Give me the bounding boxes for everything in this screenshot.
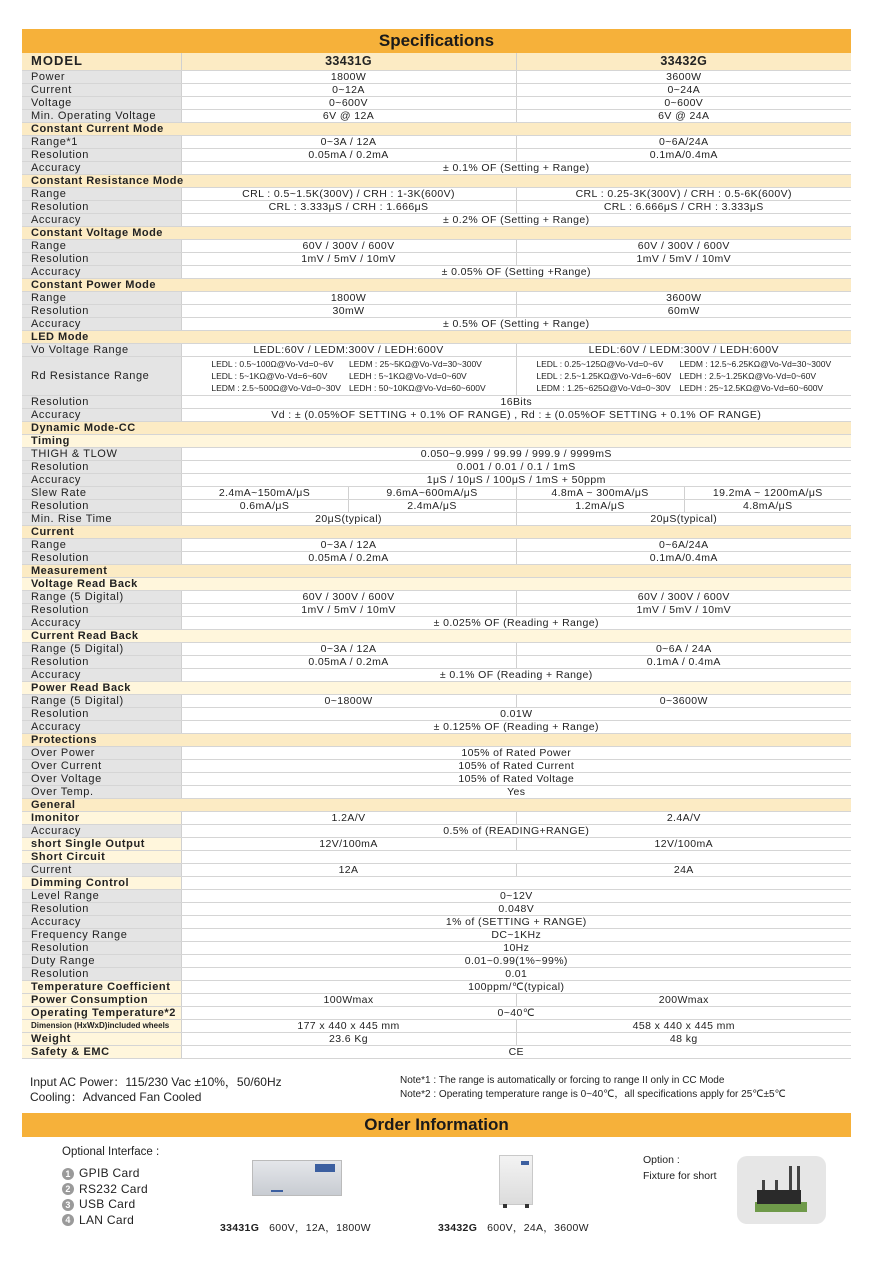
spec-row <box>22 1032 851 1045</box>
spec-value: 0~3A / 12A <box>181 642 516 655</box>
spec-row <box>22 343 851 356</box>
spec-row <box>22 109 851 122</box>
spec-value: 0.01 <box>181 967 851 980</box>
spec-row <box>22 473 851 486</box>
spec-value: 3600W <box>516 70 851 83</box>
section-header-row <box>22 434 851 447</box>
spec-value: ± 0.025% OF (Reading + Range) <box>181 616 851 629</box>
spec-label: Range <box>22 187 181 200</box>
spec-value: 60V / 300V / 600V <box>516 239 851 252</box>
spec-value: 20μS(typical) <box>181 512 516 525</box>
spec-value: 19.2mA ~ 1200mA/μS <box>684 486 851 499</box>
spec-row <box>22 83 851 96</box>
spec-label: Level Range <box>22 889 181 902</box>
spec-row <box>22 70 851 83</box>
spec-label: Current Read Back <box>22 629 851 642</box>
spec-value: 200Wmax <box>516 993 851 1006</box>
spec-label: Resolution <box>22 902 181 915</box>
spec-row <box>22 1006 851 1019</box>
spec-value: ± 0.1% OF (Setting + Range) <box>181 161 851 174</box>
spec-row <box>22 668 851 681</box>
spec-row <box>22 291 851 304</box>
spec-label: Resolution <box>22 460 181 473</box>
product-caption <box>438 1220 589 1235</box>
spec-label: Accuracy <box>22 265 181 278</box>
spec-label: Temperature Coefficient <box>22 980 181 993</box>
spec-value: 0~1800W <box>181 694 516 707</box>
spec-value <box>181 876 851 889</box>
section-header-row <box>22 629 851 642</box>
interface-item <box>62 1213 148 1229</box>
rd-range-item: LEDH : 25~12.5KΩ@Vo-Vd=60~600V <box>679 382 824 393</box>
spec-label: Constant Resistance Mode <box>22 174 851 187</box>
spec-label: Protections <box>22 733 851 746</box>
spec-label: Voltage <box>22 96 181 109</box>
spec-value: 0.01W <box>181 707 851 720</box>
spec-value: 48 kg <box>516 1032 851 1045</box>
spec-value: ± 0.5% OF (Setting + Range) <box>181 317 851 330</box>
spec-value: Yes <box>181 785 851 798</box>
rd-range-item: LEDM : 1.25~625Ω@Vo-Vd=0~30V <box>536 382 671 393</box>
spec-label: Accuracy <box>22 408 181 421</box>
section-header-row <box>22 330 851 343</box>
spec-label: Dimming Control <box>22 876 181 889</box>
spec-row <box>22 1045 851 1058</box>
spec-label: Short Circuit <box>22 850 181 863</box>
model-name: 33431G <box>181 53 516 70</box>
spec-label: Vo Voltage Range <box>22 343 181 356</box>
spec-label: Accuracy <box>22 824 181 837</box>
spec-row <box>22 213 851 226</box>
spec-label: Resolution <box>22 551 181 564</box>
spec-value: 3600W <box>516 291 851 304</box>
spec-row <box>22 603 851 616</box>
spec-value: 0~6A/24A <box>516 135 851 148</box>
spec-value: 0.01~0.99(1%~99%) <box>181 954 851 967</box>
option-block <box>643 1152 717 1184</box>
spec-label: Resolution <box>22 941 181 954</box>
product-caption <box>220 1220 371 1235</box>
spec-row <box>22 694 851 707</box>
spec-label: Accuracy <box>22 161 181 174</box>
spec-value: CRL : 0.25-3K(300V) / CRH : 0.5-6K(600V) <box>516 187 851 200</box>
spec-row <box>22 317 851 330</box>
spec-label: Constant Power Mode <box>22 278 851 291</box>
spec-row <box>22 265 851 278</box>
spec-label: Resolution <box>22 603 181 616</box>
spec-row <box>22 239 851 252</box>
spec-label: Resolution <box>22 967 181 980</box>
spec-label: Range (5 Digital) <box>22 590 181 603</box>
section-header-row <box>22 278 851 291</box>
spec-value: 0.6mA/μS <box>181 499 348 512</box>
spec-value: 177 x 440 x 445 mm <box>181 1019 516 1032</box>
interface-label: RS232 Card <box>79 1181 149 1196</box>
rd-range-item: LEDH : 2.5~1.25KΩ@Vo-Vd=0~60V <box>679 370 817 381</box>
spec-value: 10Hz <box>181 941 851 954</box>
spec-value: 12V/100mA <box>181 837 516 850</box>
spec-label: Current <box>22 863 181 876</box>
section-header-row <box>22 174 851 187</box>
fixture-image <box>737 1156 826 1224</box>
spec-row <box>22 811 851 824</box>
spec-row <box>22 707 851 720</box>
spec-value: 0.05mA / 0.2mA <box>181 148 516 161</box>
spec-row <box>22 590 851 603</box>
spec-label: Range (5 Digital) <box>22 642 181 655</box>
spec-value: 60mW <box>516 304 851 317</box>
spec-label: Weight <box>22 1032 181 1045</box>
spec-row <box>22 252 851 265</box>
spec-row <box>22 486 851 499</box>
spec-label: General <box>22 798 851 811</box>
spec-value: CRL : 0.5~1.5K(300V) / CRH : 1-3K(600V) <box>181 187 516 200</box>
rd-range-item: LEDL : 0.5~100Ω@Vo-Vd=0~6V <box>211 358 334 369</box>
spec-row <box>22 954 851 967</box>
spec-value <box>516 356 851 395</box>
spec-value: 12A <box>181 863 516 876</box>
product-image-33431g <box>252 1160 342 1196</box>
spec-row <box>22 499 851 512</box>
rd-range-item: LEDH : 5~1KΩ@Vo-Vd=0~60V <box>348 370 467 381</box>
spec-label: Over Power <box>22 746 181 759</box>
footer-power-info <box>30 1075 282 1105</box>
spec-label: Timing <box>22 434 851 447</box>
spec-value: 23.6 Kg <box>181 1032 516 1045</box>
spec-value: CE <box>181 1045 851 1058</box>
section-header-row <box>22 564 851 577</box>
spec-value: 1mV / 5mV / 10mV <box>516 252 851 265</box>
spec-value: CRL : 3.333μS / CRH : 1.666μS <box>181 200 516 213</box>
spec-label: Resolution <box>22 655 181 668</box>
spec-label: Min. Rise Time <box>22 512 181 525</box>
model-label: MODEL <box>22 53 181 70</box>
spec-value: 24A <box>516 863 851 876</box>
spec-row <box>22 447 851 460</box>
spec-value: 0~3A / 12A <box>181 135 516 148</box>
spec-row <box>22 135 851 148</box>
spec-row <box>22 902 851 915</box>
option-title: Option : <box>643 1154 680 1166</box>
spec-row <box>22 720 851 733</box>
spec-value: 0.1mA/0.4mA <box>516 551 851 564</box>
spec-value: 30mW <box>181 304 516 317</box>
interface-label: LAN Card <box>79 1212 135 1227</box>
product-desc: 600V，12A，1800W <box>269 1222 371 1234</box>
spec-row <box>22 304 851 317</box>
spec-value: 4.8mA/μS <box>684 499 851 512</box>
rd-range-item: LEDL : 5~1KΩ@Vo-Vd=6~60V <box>211 370 328 381</box>
spec-row <box>22 876 851 889</box>
spec-value: 1800W <box>181 70 516 83</box>
interface-label: GPIB Card <box>79 1166 140 1180</box>
spec-label: Voltage Read Back <box>22 577 851 590</box>
spec-row <box>22 1019 851 1032</box>
spec-value <box>181 850 851 863</box>
spec-label: Resolution <box>22 707 181 720</box>
spec-row <box>22 785 851 798</box>
spec-value: LEDL:60V / LEDM:300V / LEDH:600V <box>181 343 516 356</box>
spec-row <box>22 460 851 473</box>
spec-label: Range (5 Digital) <box>22 694 181 707</box>
spec-value: 1800W <box>181 291 516 304</box>
section-header-row <box>22 421 851 434</box>
spec-row <box>22 148 851 161</box>
number-circle-icon: 4 <box>62 1214 74 1226</box>
spec-value: 0.05mA / 0.2mA <box>181 551 516 564</box>
spec-label: Accuracy <box>22 720 181 733</box>
spec-value: 2.4A/V <box>516 811 851 824</box>
spec-label: Min. Operating Voltage <box>22 109 181 122</box>
input-power-text: Input AC Power：115/230 Vac ±10%，50/60Hz <box>30 1075 282 1089</box>
number-circle-icon: 2 <box>62 1183 74 1195</box>
order-information-banner: Order Information <box>22 1113 851 1137</box>
spec-row <box>22 512 851 525</box>
spec-label: Over Voltage <box>22 772 181 785</box>
rd-range-item: LEDM : 12.5~6.25KΩ@Vo-Vd=30~300V <box>679 358 832 369</box>
spec-value: ± 0.2% OF (Setting + Range) <box>181 213 851 226</box>
spec-row <box>22 941 851 954</box>
interface-item <box>62 1166 148 1182</box>
spec-row <box>22 356 851 395</box>
spec-value: 6V @ 12A <box>181 109 516 122</box>
spec-value: 1mV / 5mV / 10mV <box>516 603 851 616</box>
spec-label: Slew Rate <box>22 486 181 499</box>
spec-row <box>22 642 851 655</box>
number-circle-icon: 1 <box>62 1168 74 1180</box>
spec-value: 0~40℃ <box>181 1006 851 1019</box>
spec-label: Current <box>22 83 181 96</box>
spec-value: 0.5% of (READING+RANGE) <box>181 824 851 837</box>
spec-row <box>22 759 851 772</box>
spec-label: LED Mode <box>22 330 851 343</box>
section-header-row <box>22 798 851 811</box>
spec-table <box>22 53 851 1059</box>
spec-row <box>22 655 851 668</box>
spec-value: 20μS(typical) <box>516 512 851 525</box>
spec-value: 0~600V <box>516 96 851 109</box>
spec-value <box>181 356 516 395</box>
spec-value: DC~1KHz <box>181 928 851 941</box>
spec-label: Measurement <box>22 564 851 577</box>
spec-label: Resolution <box>22 200 181 213</box>
spec-label: Over Temp. <box>22 785 181 798</box>
spec-value: 1.2mA/μS <box>516 499 684 512</box>
spec-row <box>22 161 851 174</box>
product-image-33432g <box>499 1155 533 1205</box>
interface-item <box>62 1197 148 1213</box>
spec-row <box>22 837 851 850</box>
interface-list <box>62 1166 148 1228</box>
section-header-row <box>22 733 851 746</box>
spec-value: 2.4mA/μS <box>348 499 516 512</box>
spec-row <box>22 824 851 837</box>
rd-range-grid <box>182 358 516 394</box>
spec-value: 9.6mA~600mA/μS <box>348 486 516 499</box>
spec-label: Dynamic Mode-CC <box>22 421 851 434</box>
spec-label: Resolution <box>22 499 181 512</box>
spec-label: Resolution <box>22 395 181 408</box>
spec-row <box>22 538 851 551</box>
spec-label: Power <box>22 70 181 83</box>
spec-label: Accuracy <box>22 915 181 928</box>
spec-value: 0~6A/24A <box>516 538 851 551</box>
spec-value: 2.4mA~150mA/μS <box>181 486 348 499</box>
spec-row <box>22 967 851 980</box>
spec-value: 0~12A <box>181 83 516 96</box>
spec-label: Imonitor <box>22 811 181 824</box>
option-item: Fixture for short <box>643 1170 717 1182</box>
spec-label: Power Consumption <box>22 993 181 1006</box>
spec-label: Resolution <box>22 148 181 161</box>
spec-value: 1% of (SETTING + RANGE) <box>181 915 851 928</box>
spec-value: 0~600V <box>181 96 516 109</box>
spec-value: 1mV / 5mV / 10mV <box>181 252 516 265</box>
spec-label: Constant Current Mode <box>22 122 851 135</box>
spec-label: Dimension (HxWxD)included wheels <box>22 1019 181 1032</box>
spec-value: 0.1mA/0.4mA <box>516 148 851 161</box>
section-header-row <box>22 226 851 239</box>
spec-label: Range <box>22 291 181 304</box>
spec-label: Accuracy <box>22 473 181 486</box>
spec-row <box>22 772 851 785</box>
spec-label: Accuracy <box>22 668 181 681</box>
cooling-text: Cooling：Advanced Fan Cooled <box>30 1090 202 1104</box>
spec-row <box>22 928 851 941</box>
spec-row <box>22 616 851 629</box>
spec-label: short Single Output <box>22 837 181 850</box>
spec-row <box>22 551 851 564</box>
spec-value: 0~3600W <box>516 694 851 707</box>
spec-value: 0.05mA / 0.2mA <box>181 655 516 668</box>
spec-label: Power Read Back <box>22 681 851 694</box>
rd-range-item: LEDM : 2.5~500Ω@Vo-Vd=0~30V <box>211 382 341 393</box>
product-desc: 600V，24A，3600W <box>487 1222 589 1234</box>
spec-row <box>22 863 851 876</box>
footer-notes <box>400 1074 786 1102</box>
spec-row <box>22 889 851 902</box>
specifications-banner: Specifications <box>22 29 851 53</box>
spec-value: 0.050~9.999 / 99.99 / 999.9 / 9999mS <box>181 447 851 460</box>
spec-value: Vd : ± (0.05%OF SETTING + 0.1% OF RANGE) , Rd : ± (0.05%OF SETTING + 0.1% OF RANGE) <box>181 408 851 421</box>
spec-value: 458 x 440 x 445 mm <box>516 1019 851 1032</box>
spec-label: Accuracy <box>22 317 181 330</box>
product-model: 33431G <box>220 1222 260 1234</box>
spec-label: Resolution <box>22 252 181 265</box>
spec-value: 4.8mA ~ 300mA/μS <box>516 486 684 499</box>
interface-label: USB Card <box>79 1197 136 1211</box>
spec-value: ± 0.125% OF (Reading + Range) <box>181 720 851 733</box>
spec-value: 0~12V <box>181 889 851 902</box>
spec-value: 105% of Rated Power <box>181 746 851 759</box>
spec-label: THIGH & TLOW <box>22 447 181 460</box>
spec-value: 100ppm/℃(typical) <box>181 980 851 993</box>
spec-value: 1mV / 5mV / 10mV <box>181 603 516 616</box>
spec-value: ± 0.05% OF (Setting +Range) <box>181 265 851 278</box>
spec-label: Duty Range <box>22 954 181 967</box>
rd-range-item: LEDL : 2.5~1.25KΩ@Vo-Vd=6~60V <box>536 370 672 381</box>
spec-value: 16Bits <box>181 395 851 408</box>
spec-row <box>22 395 851 408</box>
optional-interface-title: Optional Interface : <box>62 1146 160 1158</box>
spec-value: CRL : 6.666μS / CRH : 3.333μS <box>516 200 851 213</box>
note-2: Note*2 : Operating temperature range is 0~40℃，all specifications apply for 25℃±5℃ <box>400 1089 786 1100</box>
spec-value: 0~24A <box>516 83 851 96</box>
rd-range-grid <box>517 358 852 394</box>
spec-row <box>22 993 851 1006</box>
spec-row <box>22 96 851 109</box>
spec-label: Current <box>22 525 851 538</box>
product-model: 33432G <box>438 1222 478 1234</box>
section-header-row <box>22 681 851 694</box>
spec-row <box>22 746 851 759</box>
spec-row <box>22 187 851 200</box>
spec-value: ± 0.1% OF (Reading + Range) <box>181 668 851 681</box>
spec-row <box>22 200 851 213</box>
spec-label: Safety & EMC <box>22 1045 181 1058</box>
spec-value: 105% of Rated Voltage <box>181 772 851 785</box>
model-name: 33432G <box>516 53 851 70</box>
spec-value: 1μS / 10μS / 100μS / 1mS + 50ppm <box>181 473 851 486</box>
spec-label: Operating Temperature*2 <box>22 1006 181 1019</box>
section-header-row <box>22 525 851 538</box>
rd-range-item: LEDH : 50~10KΩ@Vo-Vd=60~600V <box>348 382 486 393</box>
interface-item <box>62 1182 148 1198</box>
spec-label: Rd Resistance Range <box>22 356 181 395</box>
spec-value: 105% of Rated Current <box>181 759 851 772</box>
spec-value: 0~3A / 12A <box>181 538 516 551</box>
spec-value: 60V / 300V / 600V <box>181 239 516 252</box>
spec-row <box>22 408 851 421</box>
rd-range-item: LEDL : 0.25~125Ω@Vo-Vd=0~6V <box>536 358 664 369</box>
spec-value: 0.001 / 0.01 / 0.1 / 1mS <box>181 460 851 473</box>
spec-value: 6V @ 24A <box>516 109 851 122</box>
rd-range-item: LEDM : 25~5KΩ@Vo-Vd=30~300V <box>348 358 482 369</box>
section-header-row <box>22 577 851 590</box>
spec-label: Accuracy <box>22 616 181 629</box>
spec-label: Over Current <box>22 759 181 772</box>
spec-value: LEDL:60V / LEDM:300V / LEDH:600V <box>516 343 851 356</box>
spec-value: 0.1mA / 0.4mA <box>516 655 851 668</box>
spec-value: 12V/100mA <box>516 837 851 850</box>
model-header-row <box>22 53 851 70</box>
spec-row <box>22 850 851 863</box>
spec-value: 0.048V <box>181 902 851 915</box>
spec-row <box>22 980 851 993</box>
spec-label: Accuracy <box>22 213 181 226</box>
spec-value: 60V / 300V / 600V <box>516 590 851 603</box>
spec-label: Range <box>22 538 181 551</box>
spec-value: 0~6A / 24A <box>516 642 851 655</box>
spec-row <box>22 915 851 928</box>
number-circle-icon: 3 <box>62 1199 74 1211</box>
spec-label: Resolution <box>22 304 181 317</box>
section-header-row <box>22 122 851 135</box>
spec-value: 100Wmax <box>181 993 516 1006</box>
spec-label: Range*1 <box>22 135 181 148</box>
spec-label: Frequency Range <box>22 928 181 941</box>
spec-value: 60V / 300V / 600V <box>181 590 516 603</box>
note-1: Note*1 : The range is automatically or forcing to range II only in CC Mode <box>400 1075 725 1086</box>
spec-value: 1.2A/V <box>181 811 516 824</box>
spec-label: Range <box>22 239 181 252</box>
spec-label: Constant Voltage Mode <box>22 226 851 239</box>
